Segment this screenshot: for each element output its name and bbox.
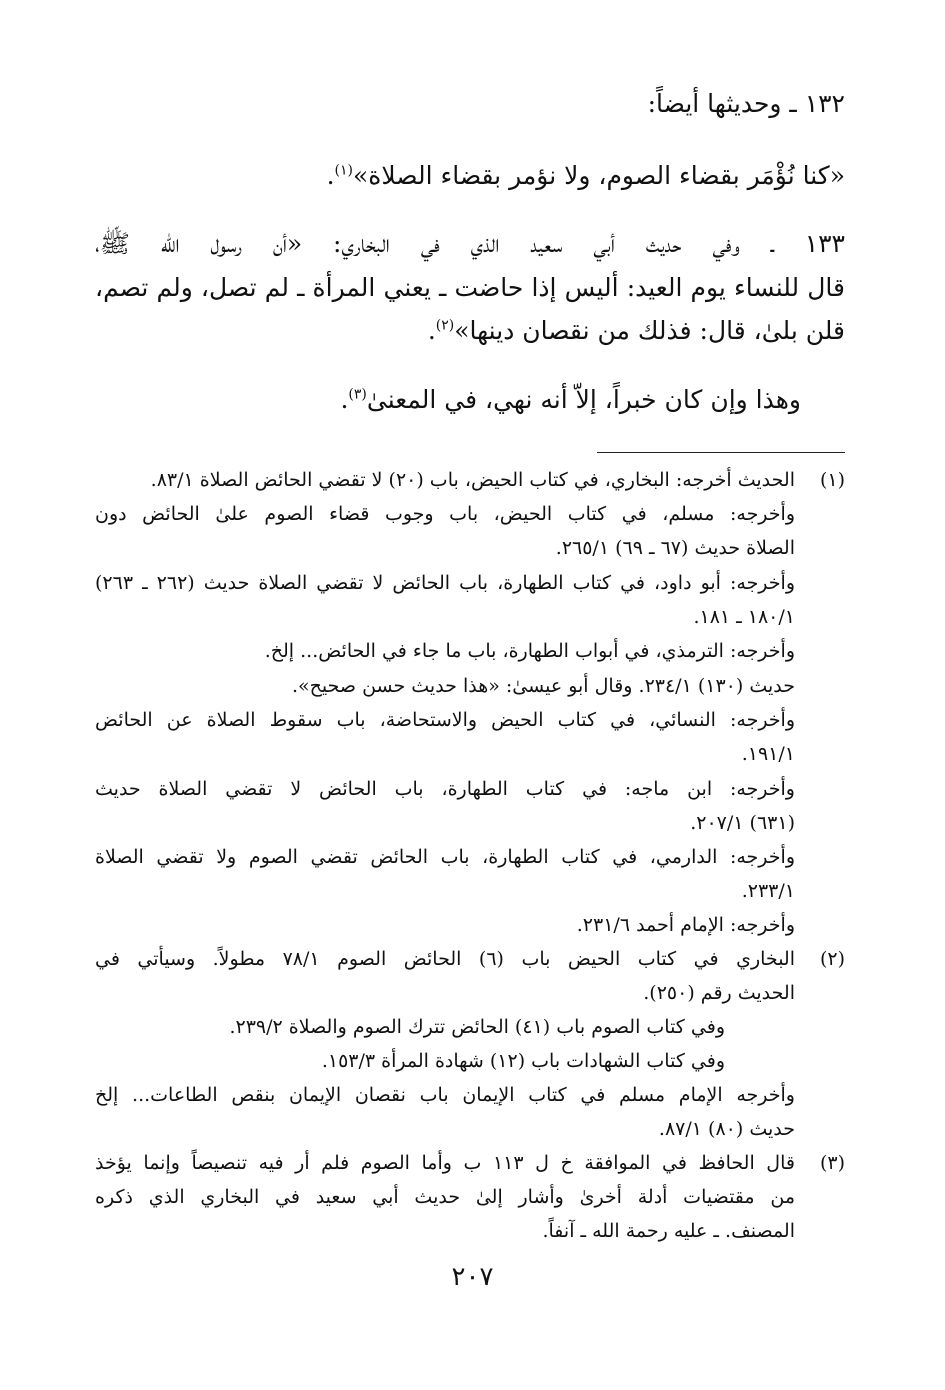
footnote-1-line: [95, 670, 845, 703]
footnote-1-text: ٢٣٣/١.: [741, 880, 795, 902]
footnote-ref-1: (١): [334, 162, 353, 179]
footnote-2-line: [95, 1113, 845, 1146]
footnote-2-line: [95, 1045, 845, 1078]
footnote-1-text: وأخرجه: أبو داود، في كتاب الطهارة، باب الحائض لا تقضي الصلاة حديث (٢٦٢ ـ ٢٦٣): [95, 572, 795, 594]
page-number: ٢٠٧: [451, 1262, 494, 1292]
footnote-1-line: [95, 532, 845, 565]
footnote-2-text: وفي كتاب الشهادات باب (١٢) شهادة المرأة ١٥٣/٣.: [321, 1050, 725, 1072]
footnote-ref-3: (٣): [348, 386, 367, 403]
footnote-1-text: ١٩١/١.: [741, 743, 795, 765]
comment-line: [95, 380, 801, 420]
hadith-132-end: .: [326, 161, 335, 190]
footnote-3-text: من مقتضيات أدلة أخرىٰ وأشار إلىٰ حديث أبي سعيد في البخاري الذي ذكره: [95, 1186, 795, 1208]
comment-end: .: [340, 385, 349, 414]
footnote-1-line: [95, 841, 845, 874]
footnote-2-line: [95, 1079, 845, 1112]
hadith-133-line-3-text: قلن بلىٰ، قال: فذلك من نقصان دينها»: [454, 316, 845, 345]
footnote-1-line: [95, 875, 845, 908]
footnote-3-text: قال الحافظ في الموافقة خ ل ١١٣ ب وأما الصوم فلم أر فيه تنصيصاً وإنما يؤخذ: [95, 1152, 795, 1174]
footnote-1-text: الصلاة حديث (٦٧ ـ ٦٩) ٢٦٥/١.: [555, 537, 795, 559]
hadith-132-text: [95, 156, 845, 196]
footnote-2-text: الحديث رقم (٢٥٠).: [643, 982, 795, 1004]
footnote-3-line: [95, 1147, 845, 1180]
footnote-2-line: [95, 943, 845, 976]
footnote-1-number: (١): [819, 469, 845, 491]
footnote-1-line: [95, 738, 845, 771]
footnote-1-text: الحديث أخرجه: البخاري، في كتاب الحيض، باب (٢٠) لا تقضي الحائض الصلاة ٨٣/١.: [150, 469, 795, 491]
footnote-3-text: المصنف. ـ عليه رحمة الله ـ آنفاً.: [542, 1220, 795, 1242]
footnote-1-line: [95, 807, 845, 840]
footnote-1-line: [95, 704, 845, 737]
footnote-1-line: [95, 909, 845, 942]
footnote-2-number: (٢): [819, 948, 845, 970]
footnote-2-line: [95, 1011, 845, 1044]
footnote-1-text: وأخرجه: الدارمي، في كتاب الطهارة، باب الحائض تقضي الصوم ولا تقضي الصلاة: [95, 846, 795, 868]
footnote-1-text: وأخرجه: الإمام أحمد ٢٣١/٦.: [576, 914, 795, 936]
footnote-1-text: حديث (١٣٠) ٢٣٤/١. وقال أبو عيسىٰ: «هذا حديث حسن صحيح».: [291, 675, 795, 697]
hadith-133-line-1: [95, 224, 845, 264]
footnote-1-line: [95, 567, 845, 600]
footnote-2-text: وأخرجه الإمام مسلم في كتاب الإيمان باب نقصان الإيمان بنقص الطاعات... إلخ: [95, 1084, 795, 1106]
hadith-133-end: .: [427, 316, 436, 345]
hadith-133-line-2-text: قال للنساء يوم العيد: أليس إذا حاضت ـ يعني المرأة ـ لم تصل، ولم تصم،: [95, 273, 845, 302]
footnote-separator: [597, 452, 845, 453]
hadith-133-line-2: [95, 268, 845, 308]
footnote-1-line: [95, 635, 845, 668]
footnote-1-text: وأخرجه: مسلم، في كتاب الحيض، باب وجوب قضاء الصوم علىٰ الحائض دون: [95, 503, 795, 525]
footnote-2-text: حديث (٨٠) ٨٧/١.: [658, 1118, 795, 1140]
hadith-132-title: [95, 84, 845, 124]
footnote-ref-2: (٢): [435, 317, 455, 334]
hadith-132-title-text: ١٣٢ ـ وحديثها أيضاً:: [647, 89, 845, 118]
footnote-2-text: البخاري في كتاب الحيض باب (٦) الحائض الصوم ٧٨/١ مطولاً. وسيأتي في: [95, 948, 795, 970]
comment-text: وهذا وإن كان خبراً، إلاّ أنه نهي، في المعنىٰ: [366, 385, 801, 414]
hadith-133-line-1-text: ١٣٣ ـ وفي حديث أبي سعيد الذي في البخاري: «أن رسول الله ﷺ،: [95, 229, 845, 258]
footnote-3-number: (٣): [819, 1152, 845, 1174]
footnote-3-line: [95, 1181, 845, 1214]
hadith-133-line-3: [95, 311, 845, 351]
footnote-1-text: (٦٣١) ٢٠٧/١.: [690, 812, 795, 834]
footnote-1-line: [95, 773, 845, 806]
hadith-132-quote: «كنا نُؤْمَر بقضاء الصوم، ولا نؤمر بقضاء الصلاة»: [352, 161, 845, 190]
footnote-1-line: [95, 464, 845, 497]
footnote-2-text: وفي كتاب الصوم باب (٤١) الحائض تترك الصوم والصلاة ٢٣٩/٢.: [229, 1016, 725, 1038]
footnote-1-text: وأخرجه: النسائي، في كتاب الحيض والاستحاضة، باب سقوط الصلاة عن الحائض: [95, 709, 795, 731]
footnote-1-text: وأخرجه: الترمذي، في أبواب الطهارة، باب ما جاء في الحائض... إلخ.: [264, 640, 795, 662]
footnote-2-line: [95, 977, 845, 1010]
footnote-1-text: وأخرجه: ابن ماجه: في كتاب الطهارة، باب الحائض لا تقضي الصلاة حديث: [95, 778, 795, 800]
footnote-1-text: ١٨٠/١ ـ ١٨١.: [693, 606, 795, 628]
footnote-3-line: [95, 1215, 845, 1248]
footnote-1-line: [95, 498, 845, 531]
footnote-1-line: [95, 601, 845, 634]
